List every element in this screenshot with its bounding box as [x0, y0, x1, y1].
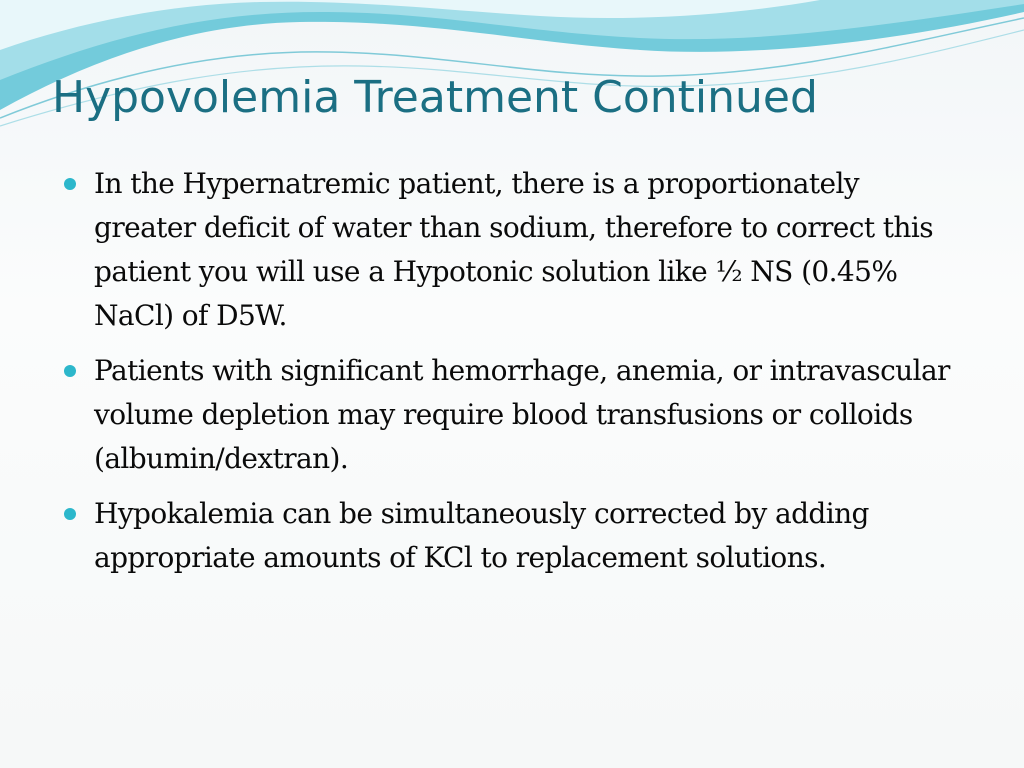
bullet-item — [62, 349, 962, 481]
slide-title: Hypovolemia Treatment Continued — [52, 72, 818, 123]
bullet-text: Patients with significant hemorrhage, anemia, or intravascular volume depletion may require blood transfusions or colloids (albumin/dextran). — [94, 354, 950, 475]
filled-circle-icon — [64, 178, 76, 190]
bullet-item — [62, 492, 962, 580]
bullet-item — [62, 162, 962, 338]
filled-circle-icon — [64, 508, 76, 520]
bullet-list — [62, 162, 962, 591]
filled-circle-icon — [64, 365, 76, 377]
bullet-text: Hypokalemia can be simultaneously corrected by adding appropriate amounts of KCl to replacement solutions. — [94, 497, 869, 574]
bullet-text: In the Hypernatremic patient, there is a proportionately greater deficit of water than sodium, therefore to correct this patient you will use a Hypotonic solution like ½ NS (0.45% NaCl) of D5W. — [94, 167, 933, 332]
